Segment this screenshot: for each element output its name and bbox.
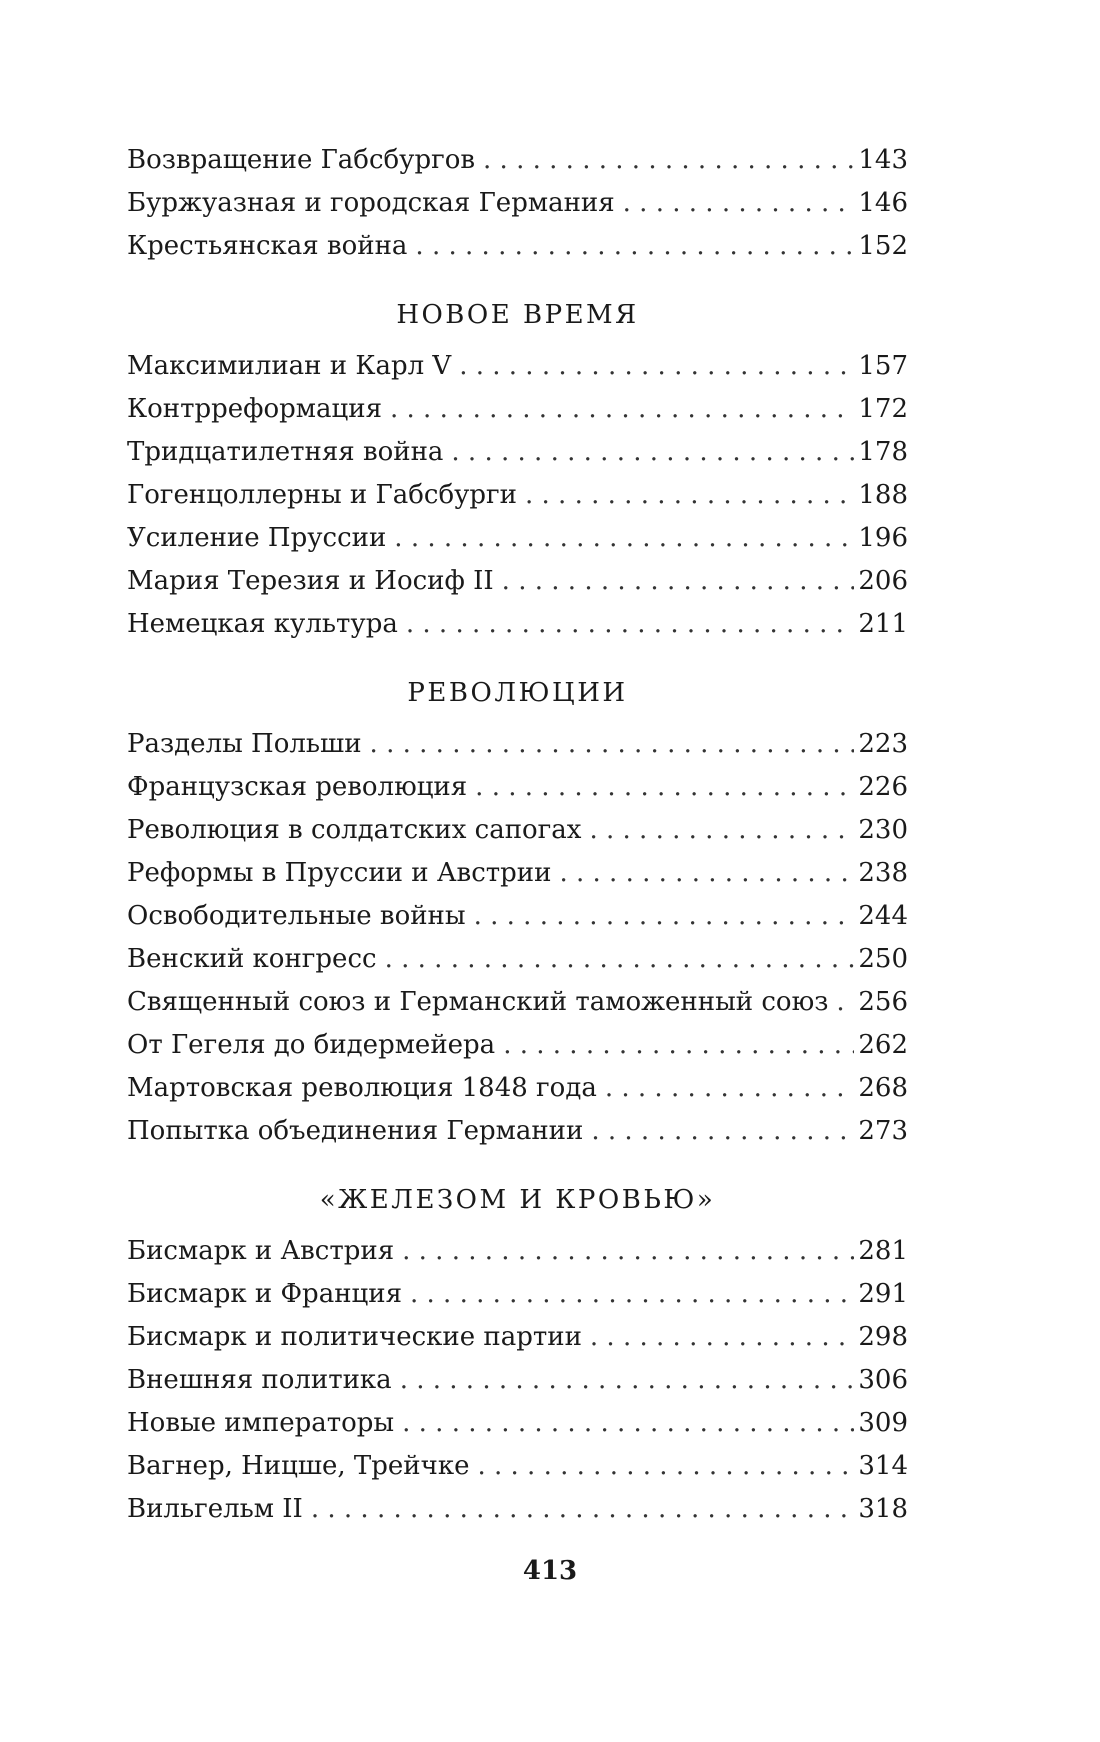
dot-leader (410, 1273, 854, 1316)
toc-entry-title: Вагнер, Ницше, Трейчке (127, 1451, 470, 1481)
toc-entry-page: 188 (858, 480, 908, 510)
dot-leader (590, 1316, 854, 1359)
toc-entry-page: 273 (858, 1116, 908, 1146)
dot-leader (475, 766, 854, 809)
dot-leader (525, 474, 854, 517)
page-number: 413 (522, 1556, 578, 1586)
toc-entry-page: 281 (858, 1236, 908, 1266)
toc-entry-page: 172 (858, 394, 908, 424)
toc-section-iron-and-blood (127, 1182, 908, 1531)
toc-entry-title: Венский конгресс (127, 944, 377, 974)
toc-entry (127, 852, 908, 895)
toc-entry-title: Мария Терезия и Иосиф II (127, 566, 494, 596)
toc-entry (127, 182, 908, 225)
toc-entry-title: Реформы в Пруссии и Австрии (127, 858, 552, 888)
toc-entry (127, 603, 908, 646)
table-of-contents (127, 139, 908, 1531)
dot-leader (836, 981, 854, 1024)
section-heading: «ЖЕЛЕЗОМ И КРОВЬЮ» (319, 1185, 716, 1215)
toc-entry (127, 981, 908, 1024)
toc-entry (127, 766, 908, 809)
toc-entry-title: Революция в солдатских сапогах (127, 815, 582, 845)
toc-entry-page: 309 (858, 1408, 908, 1438)
dot-leader (605, 1067, 855, 1110)
toc-entry-title: Священный союз и Германский таможенный союз (127, 987, 829, 1017)
toc-entry-title: Внешняя политика (127, 1365, 392, 1395)
toc-entry-title: Возвращение Габсбургов (127, 145, 476, 175)
dot-leader (400, 1359, 855, 1402)
toc-entry-title: Крестьянская война (127, 231, 408, 261)
toc-entry-page: 152 (858, 231, 908, 261)
dot-leader (394, 517, 854, 560)
dot-leader (390, 388, 854, 431)
toc-entry-page: 256 (858, 987, 908, 1017)
toc-entry (127, 809, 908, 852)
dot-leader (311, 1488, 855, 1531)
toc-entry (127, 895, 908, 938)
toc-entry-title: Бисмарк и политические партии (127, 1322, 582, 1352)
toc-entry (127, 1445, 908, 1488)
toc-entry-title: Немецкая культура (127, 609, 398, 639)
toc-entry-title: Вильгельм II (127, 1494, 303, 1524)
dot-leader (402, 1230, 854, 1273)
dot-leader (406, 603, 855, 646)
dot-leader (415, 225, 854, 268)
toc-entry-title: От Гегеля до бидермейера (127, 1030, 496, 1060)
toc-entry-title: Бисмарк и Австрия (127, 1236, 395, 1266)
section-heading: НОВОЕ ВРЕМЯ (396, 300, 639, 330)
toc-section-new-time (127, 297, 908, 646)
toc-section-revolutions (127, 675, 908, 1153)
dot-leader (483, 139, 854, 182)
toc-entry-page: 143 (858, 145, 908, 175)
toc-entry-title: Мартовская революция 1848 года (127, 1073, 597, 1103)
toc-entry-page: 250 (858, 944, 908, 974)
toc-entry (127, 1402, 908, 1445)
toc-entry (127, 431, 908, 474)
dot-leader (477, 1445, 854, 1488)
toc-entry-title: Разделы Польши (127, 729, 362, 759)
toc-entry-title: Буржуазная и городская Германия (127, 188, 615, 218)
toc-entry-page: 230 (858, 815, 908, 845)
toc-entry-title: Новые императоры (127, 1408, 395, 1438)
toc-entry (127, 1230, 908, 1273)
dot-leader (591, 1110, 854, 1153)
toc-entry (127, 1488, 908, 1531)
toc-entry-page: 291 (858, 1279, 908, 1309)
dot-leader (559, 852, 854, 895)
toc-entry (127, 723, 908, 766)
dot-leader (589, 809, 854, 852)
toc-entry-page: 314 (858, 1451, 908, 1481)
dot-leader (474, 895, 855, 938)
toc-entry (127, 1024, 908, 1067)
toc-entry-page: 178 (858, 437, 908, 467)
toc-entry (127, 388, 908, 431)
toc-entry (127, 1359, 908, 1402)
toc-entry-page: 206 (858, 566, 908, 596)
toc-entry (127, 1110, 908, 1153)
toc-entry (127, 517, 908, 560)
toc-entry-title: Усиление Пруссии (127, 523, 387, 553)
toc-entry (127, 1067, 908, 1110)
toc-entry-page: 318 (858, 1494, 908, 1524)
dot-leader (459, 345, 854, 388)
toc-entry-title: Контрреформация (127, 394, 382, 424)
toc-entry-page: 223 (858, 729, 908, 759)
toc-continued-section (127, 139, 908, 268)
toc-entry-page: 268 (858, 1073, 908, 1103)
toc-entry-page: 306 (858, 1365, 908, 1395)
dot-leader (370, 723, 855, 766)
dot-leader (385, 938, 855, 981)
toc-entry-page: 211 (858, 609, 908, 639)
dot-leader (623, 182, 855, 225)
toc-entry-page: 226 (858, 772, 908, 802)
toc-entry-page: 238 (858, 858, 908, 888)
dot-leader (503, 1024, 854, 1067)
toc-entry-page: 146 (858, 188, 908, 218)
toc-entry-title: Гогенцоллерны и Габсбурги (127, 480, 517, 510)
toc-entry-page: 262 (858, 1030, 908, 1060)
dot-leader (502, 560, 855, 603)
toc-entry-page: 244 (858, 901, 908, 931)
toc-entry-page: 157 (858, 351, 908, 381)
toc-entry-title: Максимилиан и Карл V (127, 351, 452, 381)
toc-entry (127, 560, 908, 603)
toc-entry (127, 345, 908, 388)
dot-leader (451, 431, 854, 474)
toc-entry (127, 938, 908, 981)
toc-entry (127, 1273, 908, 1316)
toc-entry-page: 196 (858, 523, 908, 553)
toc-entry-title: Попытка объединения Германии (127, 1116, 584, 1146)
dot-leader (402, 1402, 854, 1445)
toc-entry (127, 139, 908, 182)
toc-entry (127, 1316, 908, 1359)
toc-entry (127, 474, 908, 517)
toc-entry-title: Освободительные войны (127, 901, 466, 931)
toc-entry-title: Французская революция (127, 772, 468, 802)
toc-entry-title: Тридцатилетняя война (127, 437, 444, 467)
toc-entry-title: Бисмарк и Франция (127, 1279, 402, 1309)
toc-entry-page: 298 (858, 1322, 908, 1352)
section-heading: РЕВОЛЮЦИИ (407, 678, 628, 708)
toc-entry (127, 225, 908, 268)
